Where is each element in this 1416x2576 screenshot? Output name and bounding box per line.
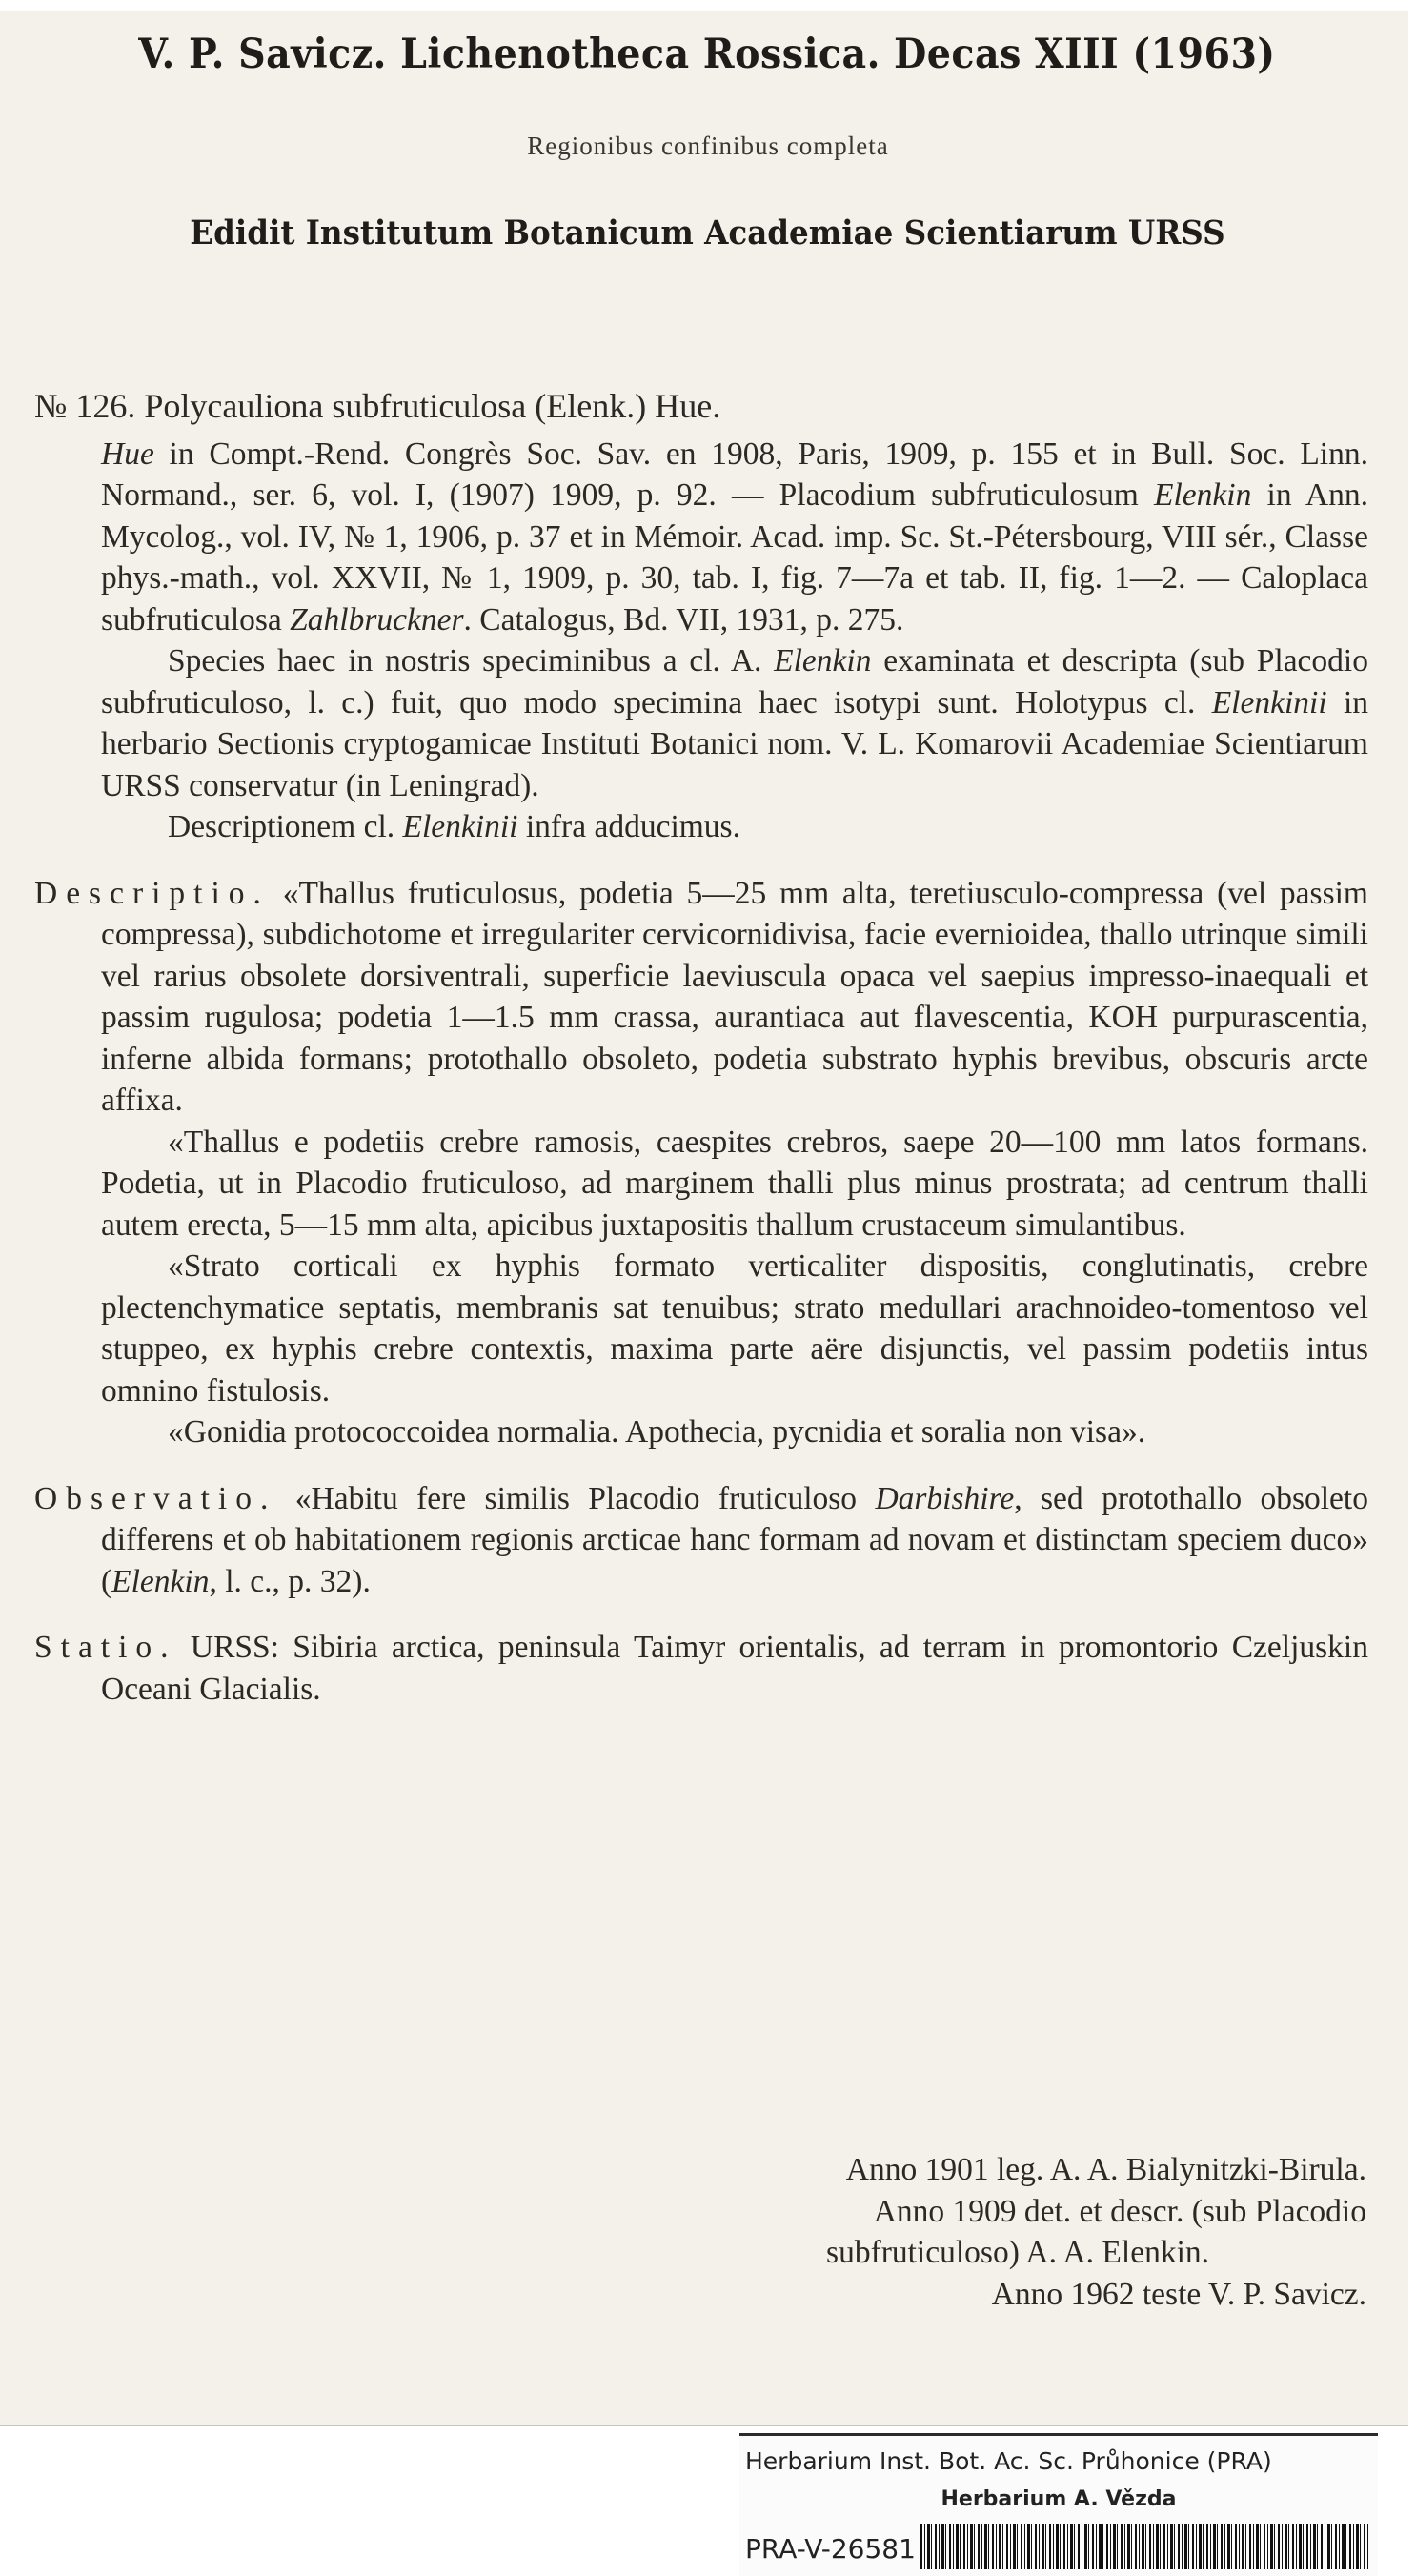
description-paragraph: «Strato corticali ex hyphis formato verticaliter dispositis, conglutinatis, crebre plectenchymatice septatis, membranis sat tenuibus; strato medullari arachnoideo-tomentoso vel stuppeo, ex hyphis crebre contextis, maxima parte aëre disjunctis, vel passim podetiis intus omnino fistulosis. [101,1248,1368,1409]
entry-number: № 126. [34,387,136,425]
description-label: Descriptio. [34,875,270,911]
page-subtitle: Regionibus confinibus completa [527,132,889,160]
type-note-paragraph [34,640,1368,806]
citation-author: Hue [101,436,154,472]
note-text: Species haec in nostris speciminibus a cl. A. [168,643,775,679]
species-heading [34,386,1368,428]
observatio-author: Elenkin [111,1563,210,1599]
observatio-label: Observatio. [34,1480,277,1516]
species-entry [34,386,1368,1710]
institution-name: Herbarium Inst. Bot. Ac. Sc. Průhonice (PRA) [745,2447,1272,2475]
citation-text: in Ann. Mycolog., vol. IV, № 1, 1906, p. 37 et in Mémoir. Acad. imp. Sc. St.-Pétersbourg, VIII sér., Classe phys.-math., vol. XXVII, № 1, 1909, p. 30, tab. I, fig. 7—7a et tab. II, fig. 1—2. — Caloplaca subfruticulosa [101,477,1368,638]
herbarium-label [739,2433,1378,2576]
citation-author: Elenkin [1154,477,1252,513]
citation-text: in Compt.-Rend. Congrès Soc. Sav. en 1908, Paris, 1909, p. 155 et in Bull. Soc. Linn. Normand., ser. 6, vol. I, (1907) 1909, p. 92. — Placodium subfruticulosum [101,436,1368,513]
observatio-author: Darbishire [875,1480,1015,1516]
description-paragraph: «Thallus e podetiis crebre ramosis, caespites crebros, saepe 20—100 mm latos formans. Podetia, ut in Placodio fruticuloso, ad marginem thalli plus minus prostrata; ad centrum thalli autem erecta, 5—15 mm alta, apicibus juxtapositis thallum crustaceum simulantibus. [101,1124,1368,1243]
description-paragraph [34,873,1368,1122]
specimen-id: PRA-V-26581 [745,2533,916,2565]
statio-paragraph [34,1627,1368,1710]
citation-text: . Catalogus, Bd. VII, 1931, p. 275. [463,601,904,638]
statio-text: URSS: Sibiria arctica, peninsula Taimyr orientalis, ad terram in promontorio Czeljuskin Oceani Glacialis. [101,1630,1368,1707]
description-paragraph: «Gonidia protococcoidea normalia. Apothecia, pycnidia et soralia non visa». [168,1414,1146,1450]
note-author: Elenkin [774,643,872,679]
note-text: examinata et descripta (sub Placodio subfruticuloso, l. c.) fuit, quo modo specimina haec isotypi sunt. Holotypus cl. [101,643,1368,720]
description-text: «Thallus fruticulosus, podetia 5—25 mm alta, teretiusculo-compressa (vel passim compressa), subdichotome et irregulariter cervicornidivisa, facie evernioidea, thallo utrinque simili vel rarius obsolete dorsiventrali, superficie laeviuscula opaca vel saepius impresso-inaequali et passim rugulosa; podetia 1—1.5 mm crassa, aurantiaca aut flavescentia, KOH purpurascentia, inferne albida formans; protothallo obsoleto, podetia substrato hyphis brevibus, obscuris arcte affixa. [101,875,1368,1118]
observatio-text: , l. c., p. 32). [209,1563,371,1599]
barcode-icon [920,2524,1368,2569]
page-title: V. P. Savicz. Lichenotheca Rossica. Decas XIII (1963) [138,30,1276,78]
collection-name: Herbarium A. Vězda [941,2487,1177,2511]
observatio-text: , sed protothallo obsoleto differens et ob habitationem regionis arcticae hanc formam ad novam et distinctam speciem duco» ( [101,1480,1368,1599]
signature-line: subfruticuloso) A. A. Elenkin. [826,2235,1209,2270]
note-author: Elenkinii [1211,684,1327,720]
publisher-line: Edidit Institutum Botanicum Academiae Scientiarum URSS [190,213,1225,253]
note-text: in herbario Sectionis cryptogamicae Instituti Botanici nom. V. L. Komarovii Academiae Scientiarum URSS conservatur (in Leningrad). [101,684,1368,803]
statio-label: Statio. [34,1630,177,1665]
note-author: Elenkinii [402,809,518,844]
note-text: infra adducimus. [517,809,740,844]
signature-line: Anno 1962 teste V. P. Savicz. [991,2276,1366,2312]
species-name: Polycauliona subfruticulosa (Elenk.) Hue. [144,387,721,425]
observatio-text: «Habitu fere similis Placodio fruticuloso [276,1480,876,1516]
collector-signatures [534,2149,1366,2315]
signature-line: Anno 1901 leg. A. A. Bialynitzki-Birula. [845,2152,1366,2187]
citation-paragraph [34,434,1368,641]
citation-author: Zahlbruckner [290,601,464,638]
observatio-paragraph [34,1478,1368,1603]
signature-line: Anno 1909 det. et descr. (sub Placodio [873,2193,1366,2229]
note-text: Descriptionem cl. [168,809,403,844]
description-intro [34,806,1368,848]
